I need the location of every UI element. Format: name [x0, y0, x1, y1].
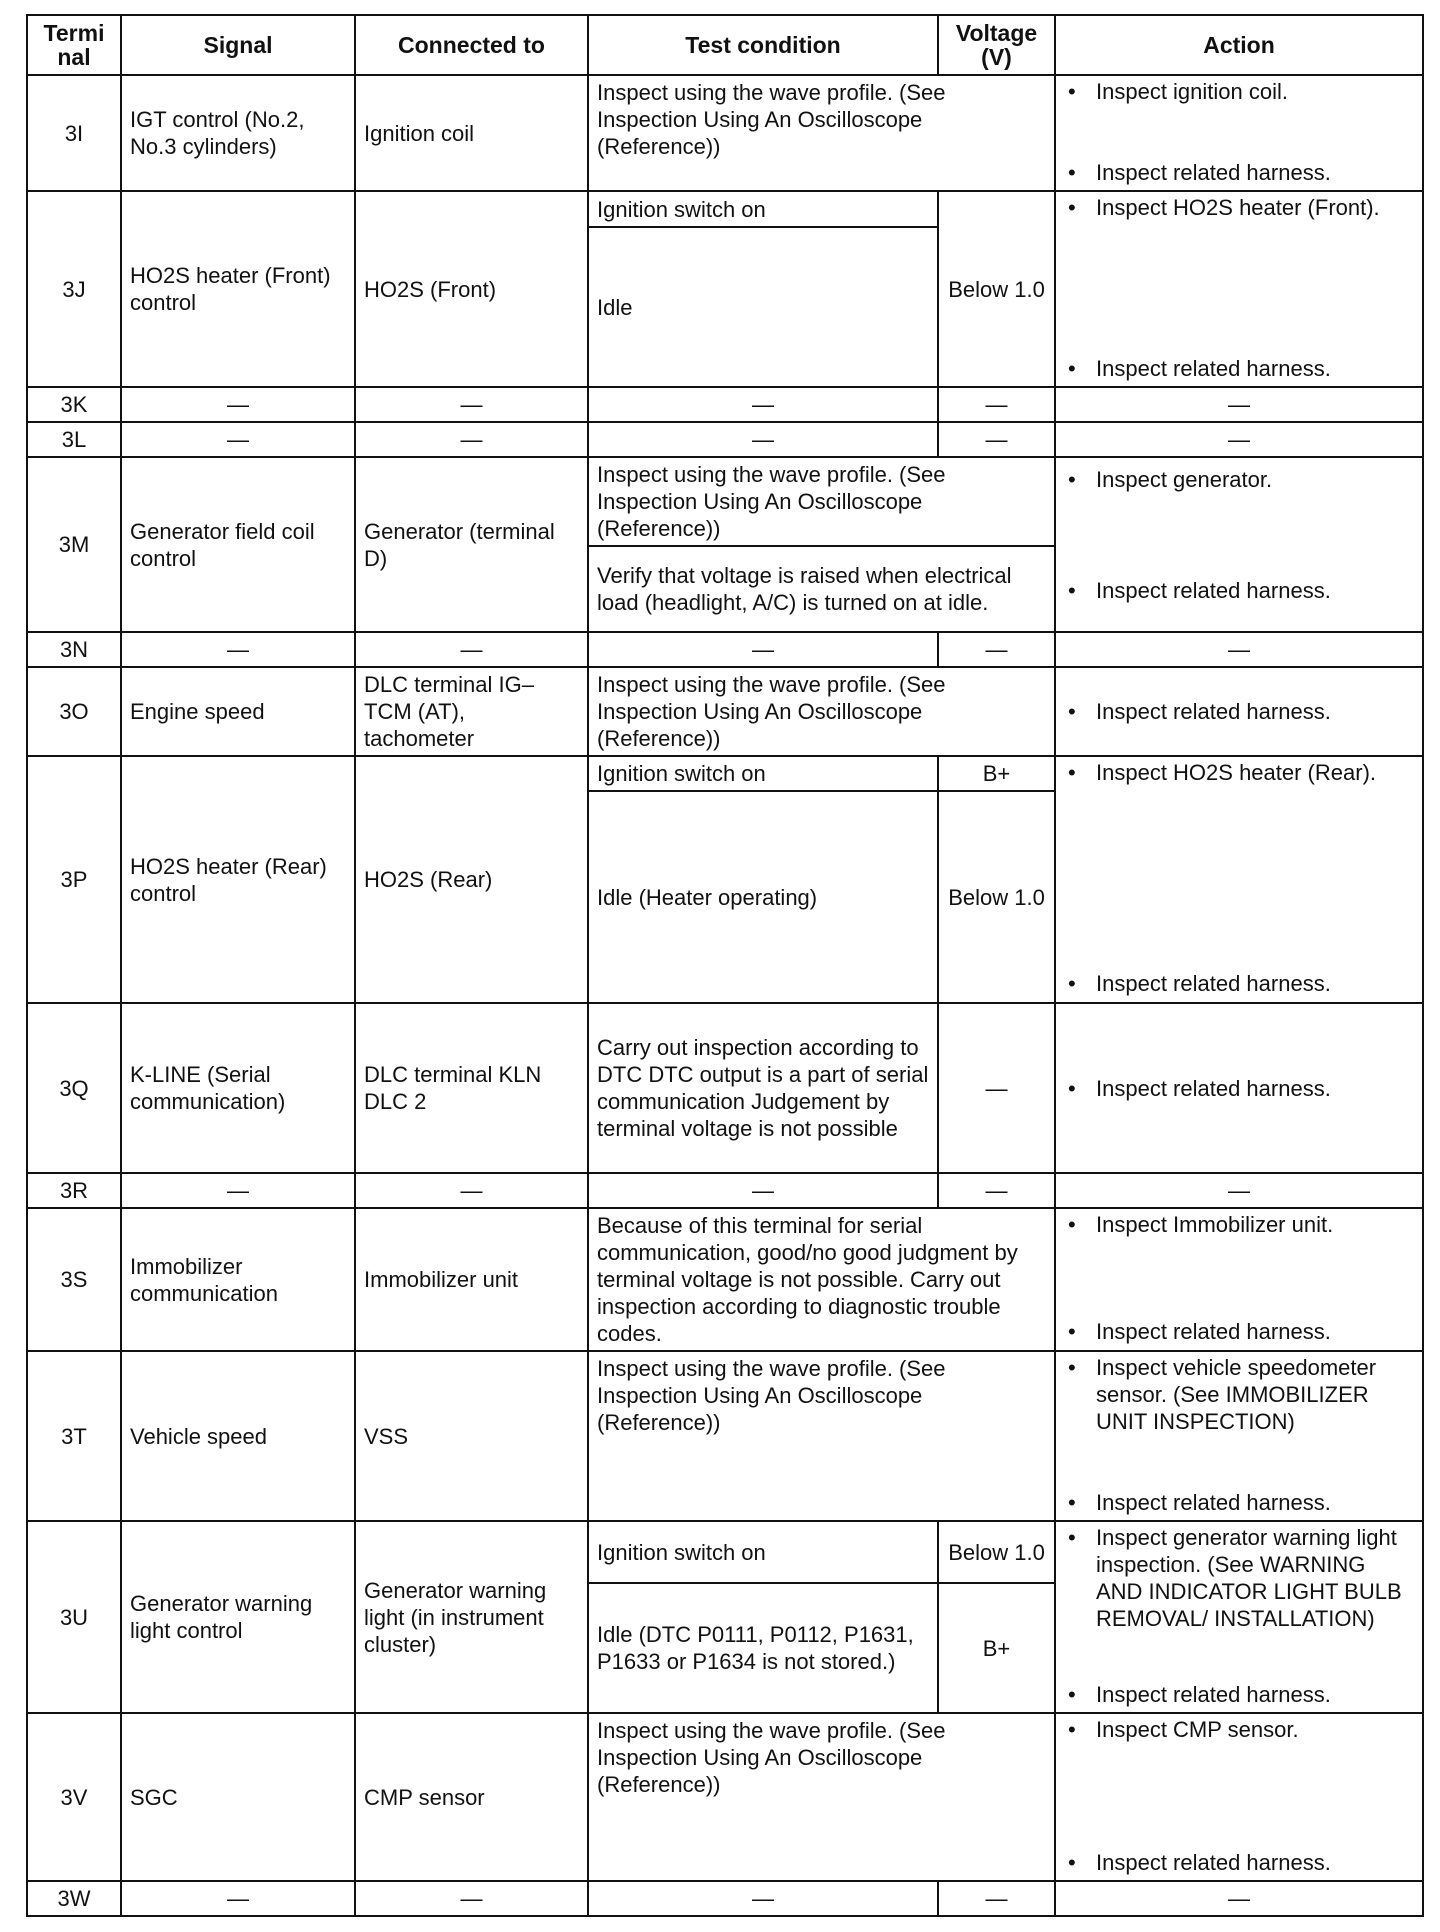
bullet-icon: •: [1068, 1355, 1076, 1380]
connected-cell: HO2S (Front): [355, 191, 588, 387]
terminal-cell: 3W: [27, 1881, 121, 1916]
empty-dash: —: [121, 1173, 355, 1208]
test-condition-cell: Idle: [588, 227, 938, 387]
action-item: • Inspect HO2S heater (Rear).: [1064, 759, 1416, 786]
header-connected-to: Connected to: [355, 15, 588, 75]
empty-dash: —: [938, 422, 1055, 457]
empty-dash: —: [588, 387, 938, 422]
bullet-icon: •: [1068, 467, 1076, 492]
voltage-cell: Below 1.0: [938, 191, 1055, 387]
empty-dash: —: [355, 1173, 588, 1208]
action-item: • Inspect HO2S heater (Front).: [1064, 194, 1416, 221]
empty-dash: —: [1055, 422, 1423, 457]
action-cell: [1055, 1003, 1423, 1173]
empty-dash: —: [588, 422, 938, 457]
action-item: • Inspect related harness.: [1064, 1849, 1416, 1876]
bullet-icon: •: [1068, 1717, 1076, 1742]
connected-cell: Generator (terminal D): [355, 457, 588, 632]
table-row: [27, 387, 1423, 422]
action-item: • Inspect related harness.: [1064, 577, 1416, 604]
empty-dash: —: [588, 632, 938, 667]
table-row: [27, 1351, 1423, 1521]
header-row: [27, 15, 1423, 75]
bullet-icon: •: [1068, 1525, 1076, 1550]
terminal-cell: 3P: [27, 756, 121, 1003]
bullet-icon: •: [1068, 971, 1076, 996]
bullet-icon: •: [1068, 1682, 1076, 1707]
bullet-icon: •: [1068, 195, 1076, 220]
action-item: • Inspect related harness.: [1064, 159, 1416, 186]
terminal-cell: 3N: [27, 632, 121, 667]
connected-cell: DLC terminal IG– TCM (AT), tachometer: [355, 667, 588, 756]
action-item: • Inspect generator warning light inspection. (See WARNING AND INDICATOR LIGHT BULB REMOVAL/ INSTALLATION): [1064, 1524, 1416, 1632]
test-condition-cell: Inspect using the wave profile. (See Inspection Using An Oscilloscope (Reference)): [588, 1351, 1055, 1521]
terminal-cell: 3Q: [27, 1003, 121, 1173]
action-cell: [1055, 667, 1423, 756]
terminal-table: [26, 14, 1424, 1917]
terminal-cell: 3O: [27, 667, 121, 756]
test-condition-cell: Carry out inspection according to DTC DTC output is a part of serial communication Judgement by terminal voltage is not possible: [588, 1003, 938, 1173]
empty-dash: —: [938, 1173, 1055, 1208]
header-signal: Signal: [121, 15, 355, 75]
terminal-cell: 3I: [27, 75, 121, 191]
table-row: [27, 457, 1423, 546]
terminal-cell: 3L: [27, 422, 121, 457]
connected-cell: VSS: [355, 1351, 588, 1521]
empty-dash: —: [121, 422, 355, 457]
empty-dash: —: [121, 632, 355, 667]
table-row: [27, 667, 1423, 756]
connected-cell: Immobilizer unit: [355, 1208, 588, 1351]
empty-dash: —: [1055, 1173, 1423, 1208]
signal-cell: HO2S heater (Rear) control: [121, 756, 355, 1003]
signal-cell: Generator field coil control: [121, 457, 355, 632]
test-condition-cell: Inspect using the wave profile. (See Inspection Using An Oscilloscope (Reference)): [588, 457, 1055, 546]
action-item: • Inspect related harness.: [1064, 1681, 1416, 1708]
empty-dash: —: [355, 1881, 588, 1916]
action-item: • Inspect related harness.: [1064, 970, 1416, 997]
action-cell: [1055, 1713, 1423, 1881]
signal-cell: K-LINE (Serial communication): [121, 1003, 355, 1173]
table-row: [27, 756, 1423, 791]
terminal-cell: 3K: [27, 387, 121, 422]
connected-cell: DLC terminal KLN DLC 2: [355, 1003, 588, 1173]
table-row: [27, 75, 1423, 191]
signal-cell: Immobilizer communication: [121, 1208, 355, 1351]
voltage-cell: —: [938, 1003, 1055, 1173]
action-cell: [1055, 75, 1423, 191]
signal-cell: IGT control (No.2, No.3 cylinders): [121, 75, 355, 191]
action-item: • Inspect related harness.: [1064, 1075, 1416, 1102]
empty-dash: —: [1055, 1881, 1423, 1916]
header-test-condition: Test condition: [588, 15, 938, 75]
terminal-cell: 3T: [27, 1351, 121, 1521]
test-condition-cell: Ignition switch on: [588, 756, 938, 791]
voltage-cell: Below 1.0: [938, 1521, 1055, 1583]
empty-dash: —: [355, 387, 588, 422]
empty-dash: —: [588, 1881, 938, 1916]
action-item: • Inspect CMP sensor.: [1064, 1716, 1416, 1743]
action-cell: [1055, 191, 1423, 387]
action-cell: [1055, 1351, 1423, 1521]
test-condition-cell: Inspect using the wave profile. (See Inspection Using An Oscilloscope (Reference)): [588, 1713, 1055, 1881]
empty-dash: —: [938, 387, 1055, 422]
table-row: [27, 191, 1423, 227]
test-condition-cell: Verify that voltage is raised when electrical load (headlight, A/C) is turned on at idle.: [588, 546, 1055, 632]
connected-cell: CMP sensor: [355, 1713, 588, 1881]
terminal-cell: 3S: [27, 1208, 121, 1351]
bullet-icon: •: [1068, 160, 1076, 185]
signal-cell: Generator warning light control: [121, 1521, 355, 1713]
empty-dash: —: [1055, 387, 1423, 422]
action-item: • Inspect related harness.: [1064, 355, 1416, 382]
connected-cell: HO2S (Rear): [355, 756, 588, 1003]
action-item: • Inspect vehicle speedometer sensor. (See IMMOBILIZER UNIT INSPECTION): [1064, 1354, 1416, 1435]
action-item: • Inspect Immobilizer unit.: [1064, 1211, 1416, 1238]
terminal-cell: 3V: [27, 1713, 121, 1881]
action-item: • Inspect related harness.: [1064, 1318, 1416, 1345]
header-terminal: Termi nal: [27, 15, 121, 75]
table-row: [27, 1521, 1423, 1583]
action-item: • Inspect generator.: [1064, 466, 1416, 493]
terminal-cell: 3J: [27, 191, 121, 387]
signal-cell: SGC: [121, 1713, 355, 1881]
voltage-cell: B+: [938, 756, 1055, 791]
test-condition-cell: Ignition switch on: [588, 1521, 938, 1583]
table-row: [27, 422, 1423, 457]
bullet-icon: •: [1068, 1212, 1076, 1237]
test-condition-cell: Because of this terminal for serial communication, good/no good judgment by terminal voltage is not possible. Carry out inspection according to diagnostic trouble codes.: [588, 1208, 1055, 1351]
table-row: [27, 1003, 1423, 1173]
terminal-cell: 3U: [27, 1521, 121, 1713]
test-condition-cell: Idle (DTC P0111, P0112, P1631, P1633 or P1634 is not stored.): [588, 1583, 938, 1713]
table-row: [27, 1881, 1423, 1916]
empty-dash: —: [1055, 632, 1423, 667]
bullet-icon: •: [1068, 1490, 1076, 1515]
test-condition-cell: Inspect using the wave profile. (See Inspection Using An Oscilloscope (Reference)): [588, 75, 1055, 191]
empty-dash: —: [121, 387, 355, 422]
signal-cell: Engine speed: [121, 667, 355, 756]
action-cell: [1055, 1208, 1423, 1351]
action-cell: [1055, 457, 1423, 632]
bullet-icon: •: [1068, 699, 1076, 724]
bullet-icon: •: [1068, 1850, 1076, 1875]
empty-dash: —: [938, 1881, 1055, 1916]
table-row: [27, 1208, 1423, 1351]
action-item: • Inspect ignition coil.: [1064, 78, 1416, 105]
header-action: Action: [1055, 15, 1423, 75]
bullet-icon: •: [1068, 578, 1076, 603]
empty-dash: —: [121, 1881, 355, 1916]
voltage-cell: B+: [938, 1583, 1055, 1713]
signal-cell: HO2S heater (Front) control: [121, 191, 355, 387]
action-item: • Inspect related harness.: [1064, 698, 1416, 725]
test-condition-cell: Ignition switch on: [588, 191, 938, 227]
empty-dash: —: [588, 1173, 938, 1208]
signal-cell: Vehicle speed: [121, 1351, 355, 1521]
test-condition-cell: Idle (Heater operating): [588, 791, 938, 1003]
action-cell: [1055, 756, 1423, 1003]
bullet-icon: •: [1068, 1319, 1076, 1344]
bullet-icon: •: [1068, 79, 1076, 104]
voltage-cell: Below 1.0: [938, 791, 1055, 1003]
table-row: [27, 1713, 1423, 1881]
terminal-cell: 3M: [27, 457, 121, 632]
connected-cell: Generator warning light (in instrument cluster): [355, 1521, 588, 1713]
empty-dash: —: [355, 632, 588, 667]
empty-dash: —: [355, 422, 588, 457]
table-row: [27, 632, 1423, 667]
bullet-icon: •: [1068, 760, 1076, 785]
action-item: • Inspect related harness.: [1064, 1489, 1416, 1516]
table-row: [27, 1173, 1423, 1208]
bullet-icon: •: [1068, 1075, 1076, 1101]
empty-dash: —: [938, 632, 1055, 667]
header-voltage: Voltage (V): [938, 15, 1055, 75]
connected-cell: Ignition coil: [355, 75, 588, 191]
terminal-table-sheet: [26, 14, 1422, 1917]
terminal-cell: 3R: [27, 1173, 121, 1208]
action-cell: [1055, 1521, 1423, 1713]
bullet-icon: •: [1068, 356, 1076, 381]
test-condition-cell: Inspect using the wave profile. (See Inspection Using An Oscilloscope (Reference)): [588, 667, 1055, 756]
